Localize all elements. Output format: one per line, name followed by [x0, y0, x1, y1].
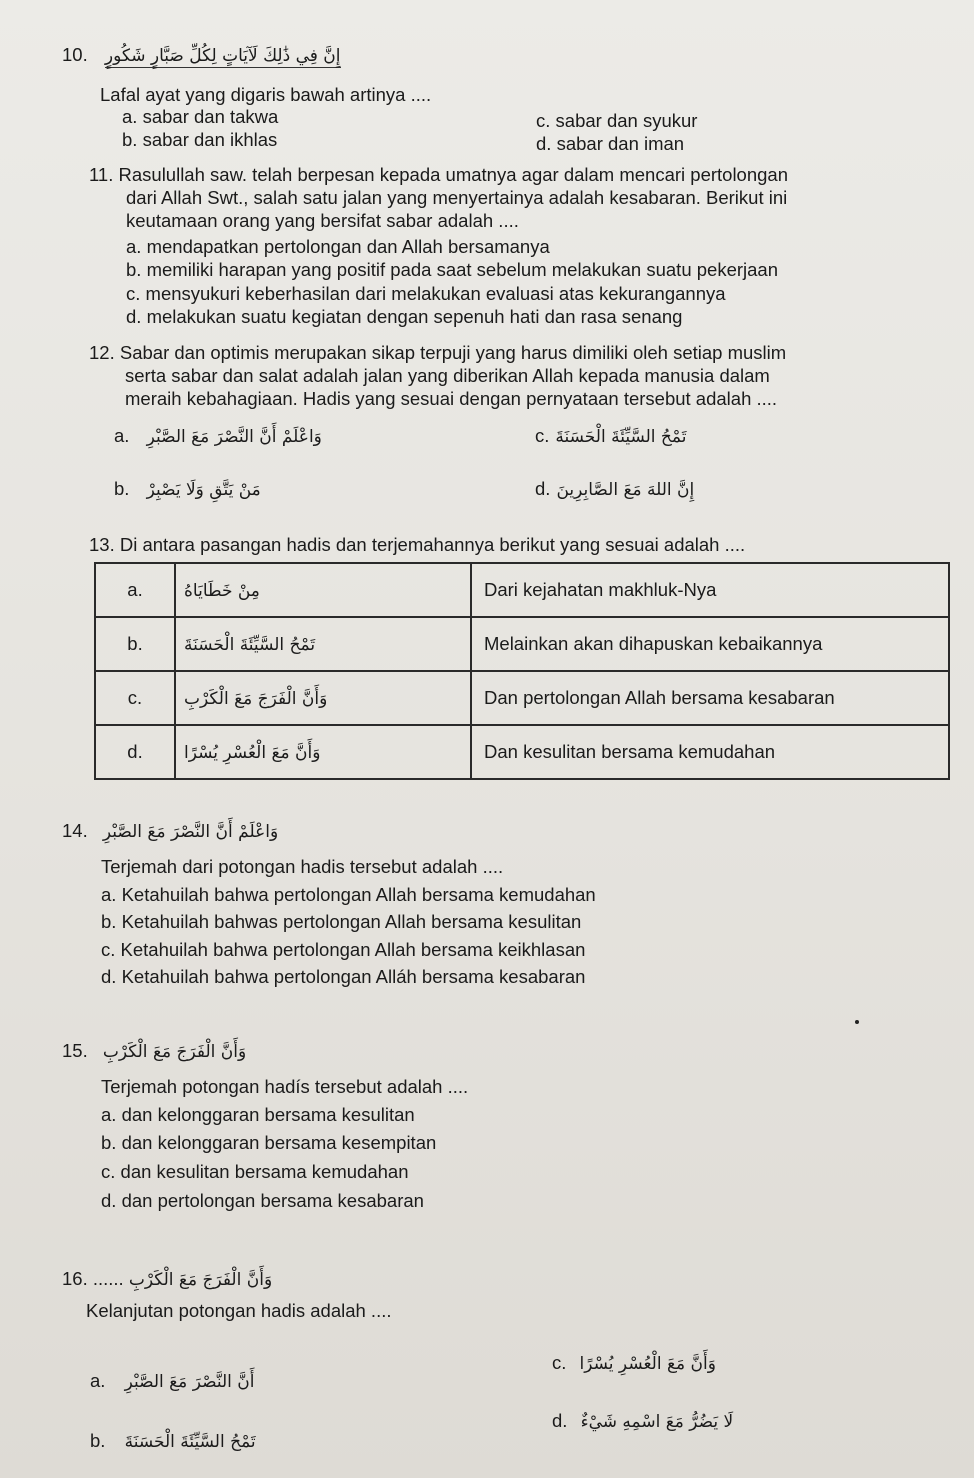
q16-option-b[interactable]: b. تَمْحُ السَّيِّئَةَ الْحَسَنَةَ	[90, 1430, 256, 1452]
q11-option-c[interactable]: c. mensyukuri keberhasilan dari melakukan evaluasi atas kekurangannya	[126, 283, 726, 304]
q16-number: 16.	[62, 1268, 88, 1289]
q13-row-arabic: مِنْ خَطَايَاهُ	[184, 581, 260, 601]
q15-option-a[interactable]: a. dan kelonggaran bersama kesulitan	[101, 1104, 415, 1125]
q14-prompt: Terjemah dari potongan hadis tersebut adalah ....	[101, 856, 504, 877]
q13-row-letter: c.	[95, 671, 175, 725]
q15-number: 15.	[62, 1040, 88, 1061]
q13-row-arabic: وَأَنَّ مَعَ الْعُسْرِ يُسْرًا	[184, 743, 321, 763]
q16-option-c[interactable]: c. وَأَنَّ مَعَ الْعُسْرِ يُسْرًا	[552, 1352, 716, 1374]
q10-arabic: إِنَّ فِي ذَٰلِكَ لَآيَاتٍ لِكُلِّ صَبَّارٍ شَكُورٍ	[104, 46, 341, 66]
q12-option-c[interactable]: c. تَمْحُ السَّيِّئَةَ الْحَسَنَةَ	[535, 425, 687, 447]
q13-row-arabic: تَمْحُ السَّيِّئَةَ الْحَسَنَةَ	[184, 635, 316, 655]
q11-option-d[interactable]: d. melakukan suatu kegiatan dengan sepenuh hati dan rasa senang	[126, 306, 683, 327]
q15-option-d[interactable]: d. dan pertolongan bersama kesabaran	[101, 1190, 424, 1211]
q13-row-arabic: وَأَنَّ الْفَرَجَ مَعَ الْكَرْبِ	[184, 689, 328, 709]
q10-option-c[interactable]: c. sabar dan syukur	[536, 110, 698, 131]
q15-arabic: وَأَنَّ الْفَرَجَ مَعَ الْكَرْبِ	[102, 1042, 247, 1062]
q10-option-a[interactable]: a. sabar dan takwa	[122, 106, 279, 127]
q14-option-c[interactable]: c. Ketahuilah bahwa pertolongan Allah bersama keikhlasan	[101, 939, 586, 960]
q13-row-meaning: Melainkan akan dihapuskan kebaikannya	[471, 617, 949, 671]
q14-header	[62, 820, 278, 843]
q16-blank: ......	[92, 1268, 124, 1289]
q16-prompt: Kelanjutan potongan hadis adalah ....	[86, 1300, 392, 1321]
q12-line-2: serta sabar dan salat adalah jalan yang diberikan Allah kepada manusia dalam	[125, 365, 770, 386]
q10-option-b[interactable]: b. sabar dan ikhlas	[122, 129, 278, 150]
table-row[interactable]	[95, 725, 949, 779]
table-row[interactable]	[95, 617, 949, 671]
q11-line-2: dari Allah Swt., salah satu jalan yang menyertainya adalah kesabaran. Berikut ini	[126, 187, 788, 208]
q13-pairs-table	[94, 562, 950, 780]
q16-option-a[interactable]: a. أَنَّ النَّصْرَ مَعَ الصَّبْرِ	[90, 1370, 255, 1392]
q12-option-c-arabic: تَمْحُ السَّيِّئَةَ الْحَسَنَةَ	[555, 427, 687, 447]
q16-option-d[interactable]: d. لَا يَضُرُّ مَعَ اسْمِهِ شَيْءٌ	[552, 1410, 734, 1432]
q10-option-d[interactable]: d. sabar dan iman	[536, 133, 685, 154]
q12-option-b-arabic: مَنْ يَتَّقِ وَلَا يَصْبِرْ	[146, 480, 261, 500]
q12-option-d[interactable]: d. إِنَّ اللهَ مَعَ الصَّابِرِينَ	[535, 478, 695, 500]
q14-arabic: وَاعْلَمْ أَنَّ النَّصْرَ مَعَ الصَّبْرِ	[102, 822, 279, 842]
q16-option-d-arabic: لَا يَضُرُّ مَعَ اسْمِهِ شَيْءٌ	[580, 1412, 734, 1432]
q13-row-letter: b.	[95, 617, 175, 671]
ink-dot	[855, 1020, 859, 1024]
q13-row-meaning: Dan pertolongan Allah bersama kesabaran	[471, 671, 949, 725]
q12-option-a-arabic: وَاعْلَمْ أَنَّ النَّصْرَ مَعَ الصَّبْرِ	[146, 427, 322, 447]
q14-number: 14.	[62, 820, 88, 841]
q10-header	[62, 44, 341, 68]
q16-option-c-arabic: وَأَنَّ مَعَ الْعُسْرِ يُسْرًا	[579, 1354, 716, 1374]
q12-option-d-arabic: إِنَّ اللهَ مَعَ الصَّابِرِينَ	[556, 480, 695, 500]
q13-row-letter: a.	[95, 563, 175, 617]
q14-option-b[interactable]: b. Ketahuilah bahwas pertolongan Allah bersama kesulitan	[101, 911, 582, 932]
q13-row-letter: d.	[95, 725, 175, 779]
q11-line-3: keutamaan orang yang bersifat sabar adalah ....	[126, 210, 519, 231]
q10-prompt: Lafal ayat yang digaris bawah artinya ....	[100, 84, 432, 105]
q16-header	[62, 1268, 272, 1291]
q15-prompt: Terjemah potongan hadís tersebut adalah ....	[101, 1076, 469, 1097]
q12-line-1: 12. Sabar dan optimis merupakan sikap terpuji yang harus dimiliki oleh setiap muslim	[89, 342, 787, 363]
q15-option-c[interactable]: c. dan kesulitan bersama kemudahan	[101, 1161, 409, 1182]
q11-option-b[interactable]: b. memiliki harapan yang positif pada saat sebelum melakukan suatu pekerjaan	[126, 259, 778, 280]
q12-line-3: meraih kebahagiaan. Hadis yang sesuai dengan pernyataan tersebut adalah ....	[125, 388, 778, 409]
q10-number: 10.	[62, 44, 88, 65]
q11-line-1: 11. Rasulullah saw. telah berpesan kepada umatnya agar dalam mencari pertolongan	[89, 164, 789, 185]
q13-prompt: 13. Di antara pasangan hadis dan terjemahannya berikut yang sesuai adalah ....	[89, 534, 746, 555]
q13-row-meaning: Dan kesulitan bersama kemudahan	[471, 725, 949, 779]
q15-option-b[interactable]: b. dan kelonggaran bersama kesempitan	[101, 1132, 437, 1153]
q11-option-a[interactable]: a. mendapatkan pertolongan dan Allah bersamanya	[126, 236, 550, 257]
table-row[interactable]	[95, 563, 949, 617]
q16-arabic: وَأَنَّ الْفَرَجَ مَعَ الْكَرْبِ	[128, 1270, 273, 1290]
q16-option-a-arabic: أَنَّ النَّصْرَ مَعَ الصَّبْرِ	[124, 1372, 255, 1392]
q14-option-a[interactable]: a. Ketahuilah bahwa pertolongan Allah bersama kemudahan	[101, 884, 596, 905]
q12-option-b[interactable]: b. مَنْ يَتَّقِ وَلَا يَصْبِرْ	[114, 478, 261, 500]
q14-option-d[interactable]: d. Ketahuilah bahwa pertolongan Alláh bersama kesabaran	[101, 966, 586, 987]
table-row[interactable]	[95, 671, 949, 725]
q13-row-meaning: Dari kejahatan makhluk-Nya	[471, 563, 949, 617]
q12-option-a[interactable]: a. وَاعْلَمْ أَنَّ النَّصْرَ مَعَ الصَّبْرِ	[114, 425, 322, 447]
q16-option-b-arabic: تَمْحُ السَّيِّئَةَ الْحَسَنَةَ	[124, 1432, 256, 1452]
q15-header	[62, 1040, 246, 1063]
